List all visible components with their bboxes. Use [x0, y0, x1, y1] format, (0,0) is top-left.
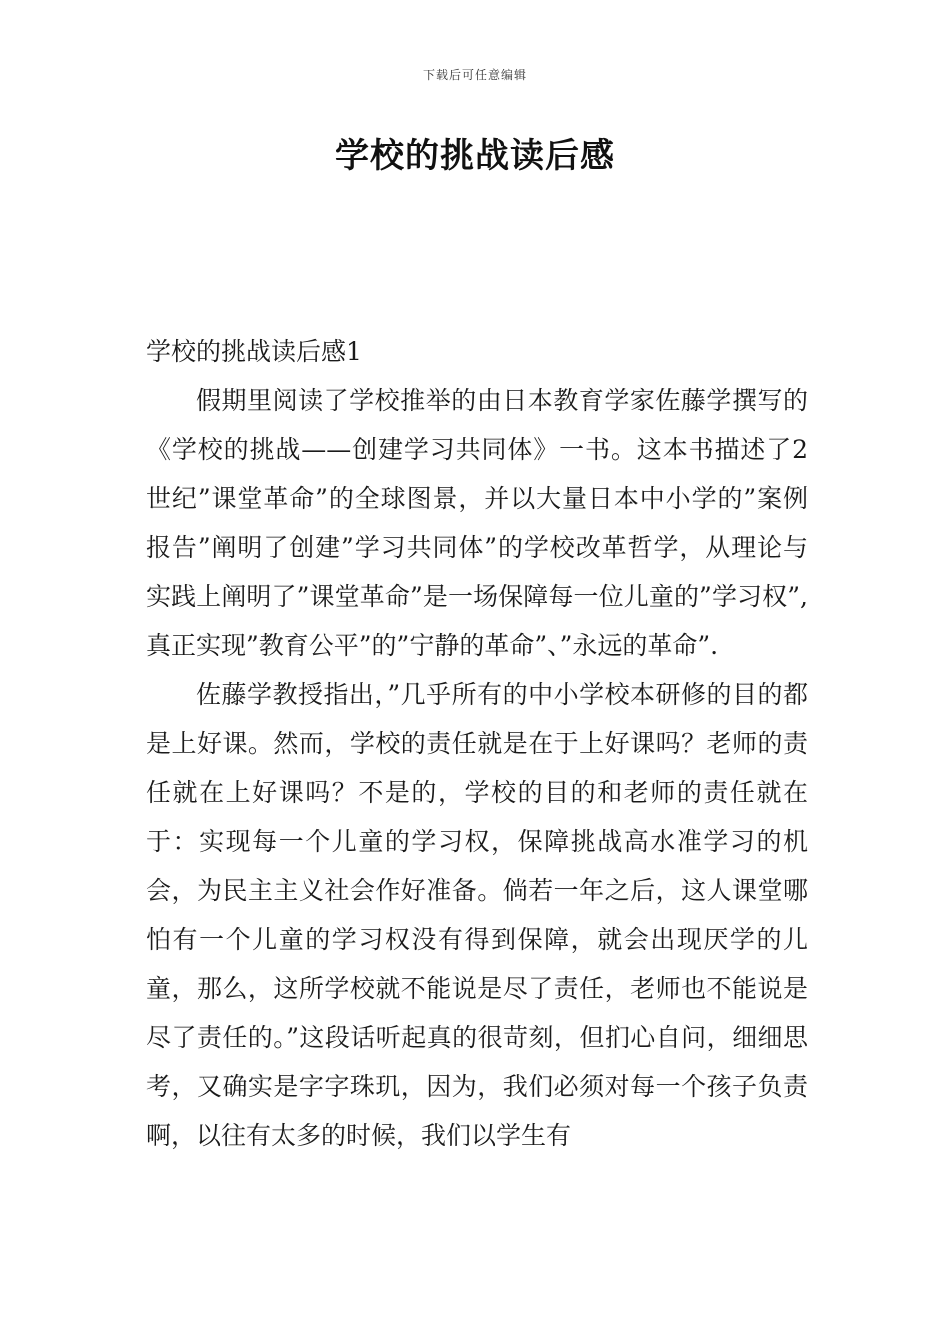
document-body	[146, 327, 808, 1160]
paragraph: 假期里阅读了学校推举的由日本教育学家佐藤学撰写的《学校的挑战——创建学习共同体》一书。这本书描述了2 世纪”课堂革命”的全球图景，并以大量日本中小学的”案例报告”阐明了创建”学习共同体”的学校改革哲学，从理论与实践上阐明了”课堂革命”是一场保障每一位儿童的”学习权”,真正实现”教育公平”的”宁静的革命”、”永远的革命”.	[146, 386, 808, 660]
paragraph: 佐藤学教授指出，”几乎所有的中小学校本研修的目的都是上好课。然而，学校的责任就是在于上好课吗？老师的责任就在上好课吗？不是的，学校的目的和老师的责任就在于：实现每一个儿童的学习权，保障挑战高水准学习的机会，为民主主义社会作好准备。倘若一年之后，这人课堂哪怕有一个儿童的学习权没有得到保障，就会出现厌学的儿童，那么，这所学校就不能说是尽了责任，老师也不能说是尽了责任的。”这段话听起真的很苛刻，但扪心自问，细细思考，又确实是字字珠玑，因为，我们必须对每一个孩子负责啊，以往有太多的时候，我们以学生有	[146, 680, 808, 1150]
section-heading: 学校的挑战读后感1	[146, 337, 362, 366]
header-note: 下载后可任意编辑	[422, 68, 527, 82]
document-title: 学校的挑战读后感	[335, 136, 615, 176]
